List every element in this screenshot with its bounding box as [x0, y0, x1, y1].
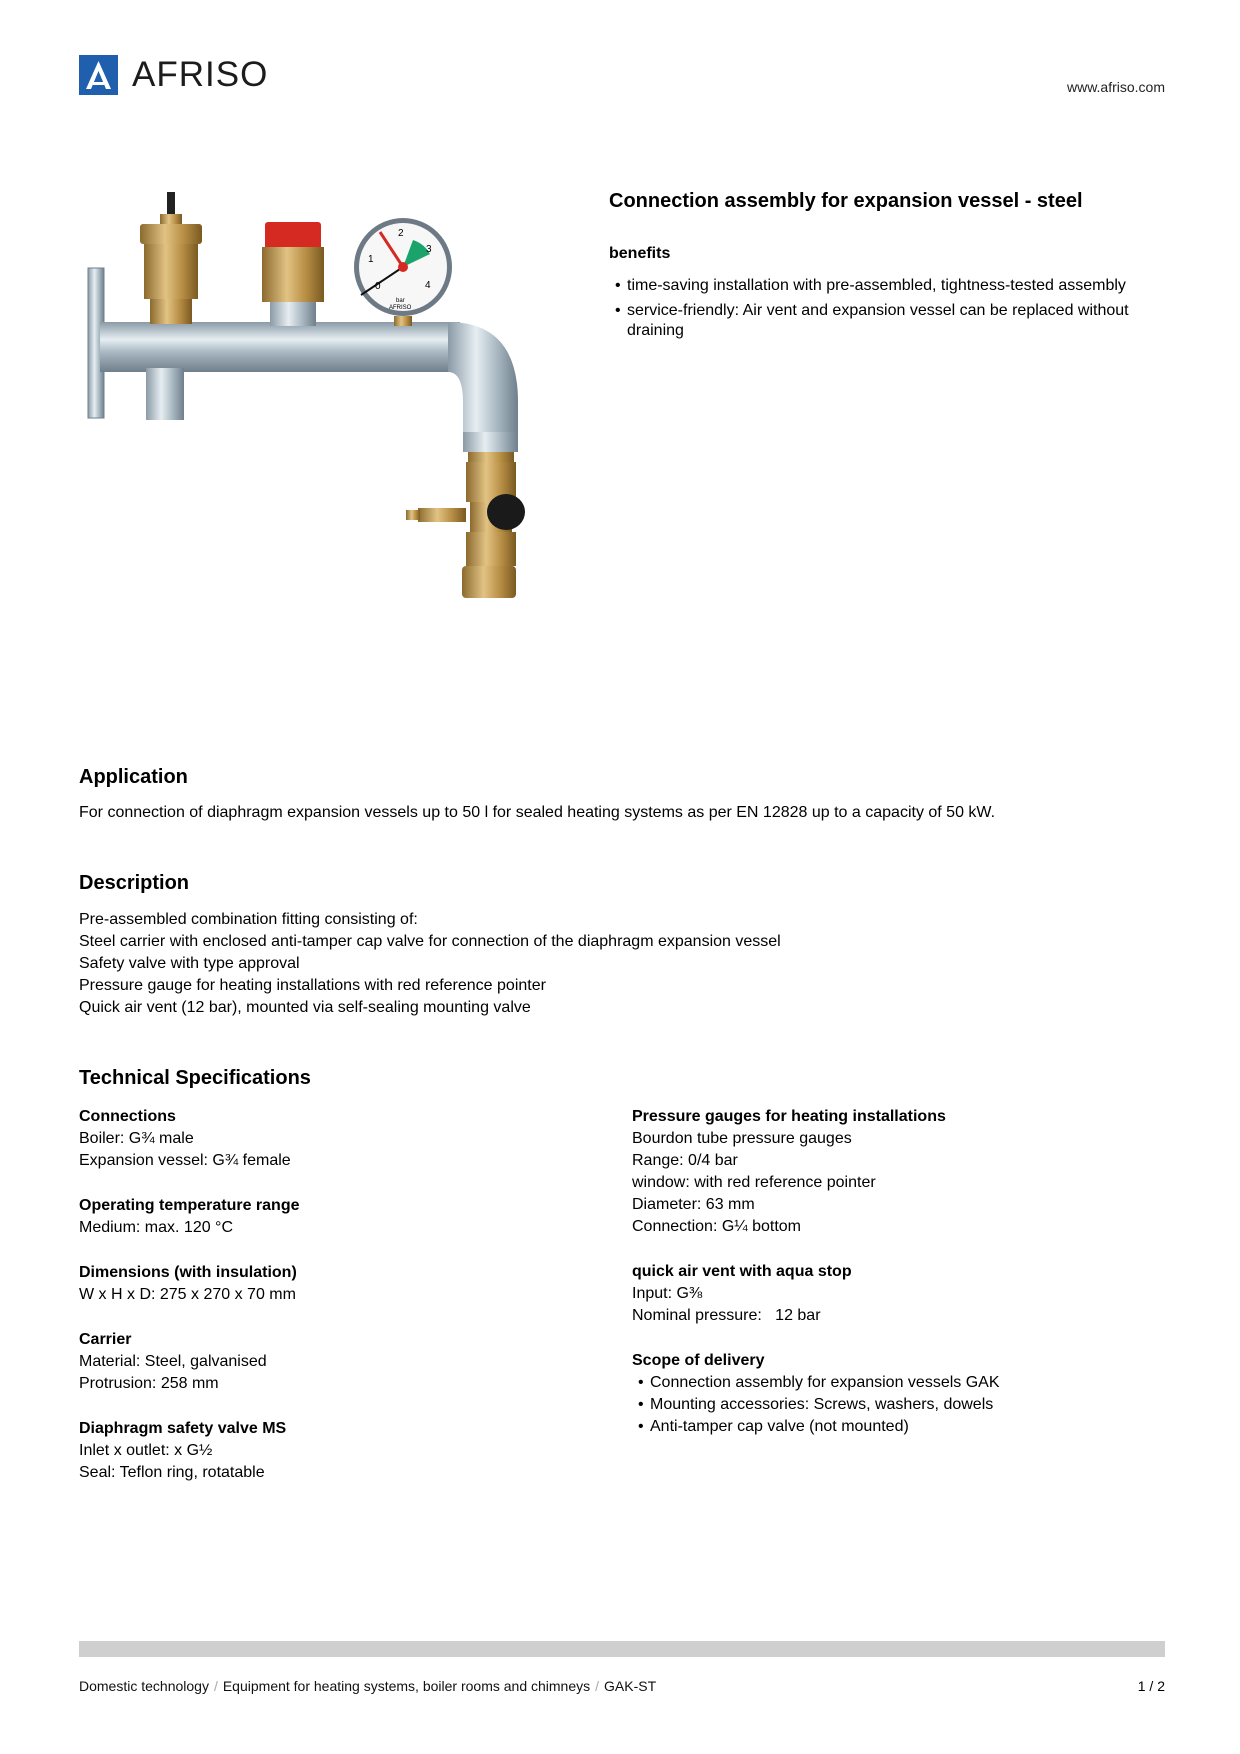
spec-safety-valve — [79, 1418, 599, 1484]
spec-air-vent — [632, 1261, 1152, 1327]
spec-line: Connection: G¼ bottom — [632, 1218, 801, 1235]
spec-line: Protrusion: 258 mm — [79, 1375, 219, 1392]
spec-pressure-gauges — [632, 1106, 1152, 1238]
gauge-unit: bar — [396, 298, 405, 304]
list-item: • Mounting accessories: Screws, washers, dowels — [632, 1394, 1152, 1416]
spec-heading: Pressure gauges for heating installations — [632, 1108, 946, 1125]
gauge-label-0: 0 — [375, 281, 381, 292]
spec-line: Seal: Teflon ring, rotatable — [79, 1464, 265, 1481]
spec-line: Medium: max. 120 °C — [79, 1219, 234, 1236]
specs-left-column — [79, 1106, 599, 1507]
page-number: 1 / 2 — [1137, 1678, 1165, 1694]
gauge-label-3: 3 — [426, 244, 432, 255]
spec-line: Range: 0/4 bar — [632, 1152, 738, 1169]
benefits-list — [609, 276, 1169, 346]
description-line: Pressure gauge for heating installations with red reference pointer — [79, 977, 546, 994]
website-url: www.afriso.com — [1066, 79, 1165, 95]
description-line: Steel carrier with enclosed anti-tamper cap valve for connection of the diaphragm expansion vessel — [79, 933, 781, 950]
description-line: Safety valve with type approval — [79, 955, 300, 972]
description-body — [79, 909, 1169, 1019]
brand-name: AFRISO — [132, 55, 269, 94]
spec-line: Boiler: G¾ male — [79, 1130, 194, 1147]
spec-line: Input: G⅜ — [632, 1285, 703, 1302]
breadcrumb-item: Domestic technology — [79, 1678, 209, 1694]
spec-line: Diameter: 63 mm — [632, 1196, 755, 1213]
product-image — [78, 192, 588, 692]
gauge-label-2: 2 — [398, 228, 404, 239]
gauge-label-4: 4 — [425, 280, 431, 291]
spec-heading: Scope of delivery — [632, 1352, 765, 1369]
gauge-label-1: 1 — [368, 254, 374, 265]
spec-line: Material: Steel, galvanised — [79, 1353, 267, 1370]
spec-heading: Connections — [79, 1108, 176, 1125]
breadcrumb-item: GAK-ST — [604, 1678, 657, 1694]
product-title: Connection assembly for expansion vessel - steel — [609, 190, 1083, 212]
spec-dimensions — [79, 1262, 599, 1306]
description-line: Quick air vent (12 bar), mounted via self-sealing mounting valve — [79, 999, 531, 1016]
description-line: Pre-assembled combination fitting consisting of: — [79, 911, 418, 928]
spec-line: Expansion vessel: G¾ female — [79, 1152, 291, 1169]
spec-carrier — [79, 1329, 599, 1395]
specs-heading: Technical Specifications — [79, 1067, 311, 1089]
spec-heading: Dimensions (with insulation) — [79, 1264, 297, 1281]
gauge-brand: AFRISO — [389, 305, 412, 311]
spec-line: Inlet x outlet: x G½ — [79, 1442, 213, 1459]
breadcrumb-separator: / — [213, 1678, 218, 1694]
description-heading: Description — [79, 872, 190, 894]
list-item: • service-friendly: Air vent and expansion vessel can be replaced without draining — [609, 301, 1169, 341]
footer-divider — [79, 1641, 1165, 1657]
spec-heading: Diaphragm safety valve MS — [79, 1420, 287, 1437]
spec-line: Bourdon tube pressure gauges — [632, 1130, 852, 1147]
list-item: • Connection assembly for expansion vessels GAK — [632, 1372, 1152, 1394]
spec-line: Nominal pressure: 12 bar — [632, 1307, 821, 1324]
breadcrumb — [79, 1678, 1165, 1694]
spec-line: W x H x D: 275 x 270 x 70 mm — [79, 1286, 296, 1303]
spec-heading: quick air vent with aqua stop — [632, 1263, 852, 1280]
spec-temperature — [79, 1195, 599, 1239]
spec-line: window: with red reference pointer — [632, 1174, 876, 1191]
list-item: • time-saving installation with pre-assembled, tightness-tested assembly — [609, 276, 1169, 296]
scope-list — [632, 1372, 1152, 1438]
spec-connections — [79, 1106, 599, 1172]
afriso-logo — [79, 55, 268, 95]
afriso-logo-icon — [79, 55, 118, 95]
benefits-heading: benefits — [609, 245, 671, 262]
spec-heading: Operating temperature range — [79, 1197, 300, 1214]
breadcrumb-item: Equipment for heating systems, boiler rooms and chimneys — [222, 1678, 591, 1694]
spec-scope-of-delivery — [632, 1350, 1152, 1438]
application-heading: Application — [79, 766, 188, 788]
specs-right-column — [632, 1106, 1152, 1461]
application-text: For connection of diaphragm expansion vessels up to 50 l for sealed heating systems as per EN 12828 up to a capacity of 50 kW. — [79, 804, 996, 821]
list-item: • Anti-tamper cap valve (not mounted) — [632, 1416, 1152, 1438]
spec-heading: Carrier — [79, 1331, 132, 1348]
breadcrumb-separator: / — [595, 1678, 600, 1694]
